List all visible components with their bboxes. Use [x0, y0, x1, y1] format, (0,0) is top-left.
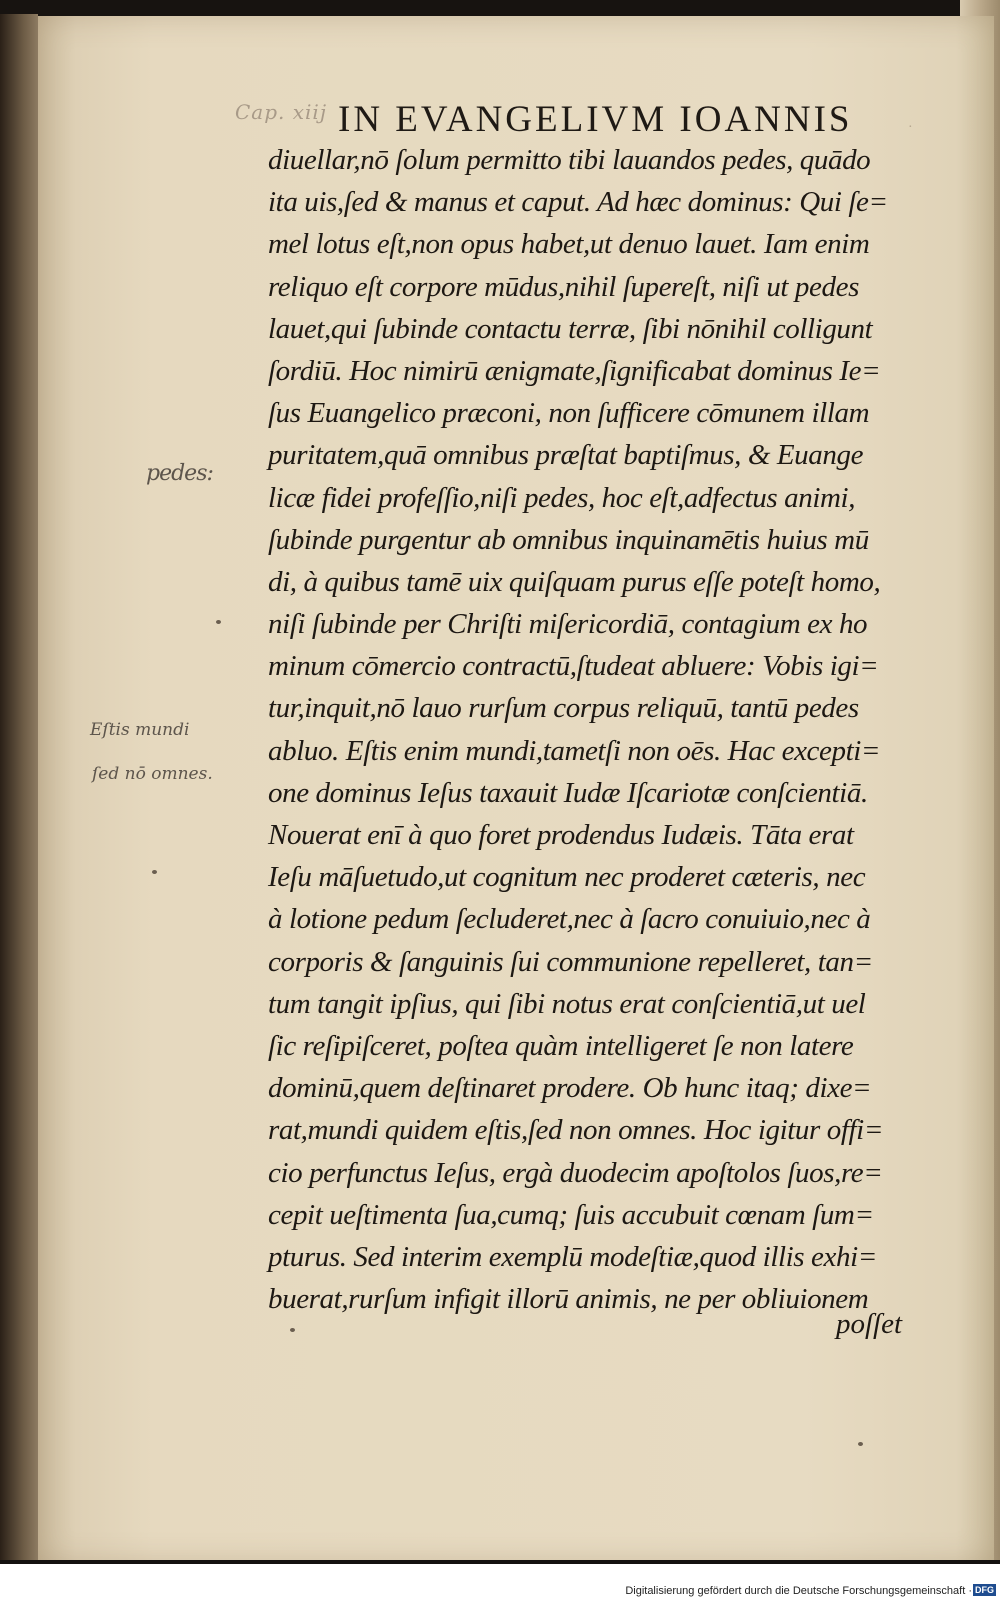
margin-note-pedes: pedes: [146, 461, 213, 486]
text-line: Ieſu māſuetudo,ut cognitum nec proderet cæteris, nec [268, 861, 866, 894]
ink-speck [152, 870, 157, 874]
text-line: ſic reſipiſceret, poſtea quàm intelligeret ſe non latere [268, 1029, 854, 1062]
text-line: licæ fidei profeſſio,niſi pedes, hoc eſt,adfectus animi, [268, 481, 856, 514]
text-line: corporis & ſanguinis ſui communione repelleret, tan= [268, 945, 873, 978]
text-line: tur,inquit,nō lauo rurſum corpus reliquū, tantū pedes [268, 692, 859, 725]
text-line: one dominus Ieſus taxauit Iudæ Iſcariotæ conſcientiā. [268, 776, 868, 809]
text-line: ita uis,ſed & manus et caput. Ad hæc dominus: Qui ſe= [268, 186, 888, 219]
text-line: lauet,qui ſubinde contactu terræ, ſibi nōnihil colligunt [268, 312, 873, 345]
dfg-logo: DFG [975, 1585, 994, 1595]
ink-speck [290, 1328, 295, 1332]
text-line: buerat,rurſum infigit illorū animis, ne per obliuionem [268, 1283, 869, 1316]
corner-mark: · [908, 120, 913, 135]
text-line: puritatem,quā omnibus præſtat baptiſmus, & Euange [268, 439, 864, 472]
text-line: ſordiū. Hoc nimirū ænigmate,ſignificabat dominus Ie= [268, 354, 881, 387]
margin-note-estis-mundi: Eſtis mundi [90, 720, 190, 740]
text-line: dominū,quem deſtinaret prodere. Ob hunc itaq; dixe= [268, 1072, 872, 1105]
text-line: cepit ueſtimenta ſua,cumq; ſuis accubuit cœnam ſum= [268, 1198, 874, 1231]
body-text [268, 139, 933, 1320]
text-line: pturus. Sed interim exemplū modeſtiæ,quod illis exhi= [268, 1240, 877, 1273]
catchword: poſſet [836, 1308, 903, 1340]
text-line: tum tangit ipſius, qui ſibi notus erat conſcientiā,ut uel [268, 987, 866, 1020]
digitization-credit: Digitalisierung gefördert durch die Deutsche Forschungsgemeinschaft · [625, 1585, 972, 1597]
text-line: diuellar,nō ſolum permitto tibi lauandos pedes, quādo [268, 144, 871, 176]
text-line: niſi ſubinde per Chriſti miſericordiā, contagium ex ho [268, 608, 868, 641]
text-line: minum cōmercio contractū,ſtudeat abluere: Vobis igi= [268, 650, 879, 683]
text-line: cio perfunctus Ieſus, ergà duodecim apoſtolos ſuos,re= [268, 1156, 883, 1189]
book-spine-edge [0, 14, 38, 1566]
text-line: mel lotus eſt,non opus habet,ut denuo lauet. Iam enim [268, 228, 870, 261]
ink-speck [858, 1442, 863, 1446]
ink-speck [216, 620, 221, 624]
text-line: à lotione pedum ſecluderet,nec à ſacro conuiuio,nec à [268, 903, 871, 936]
chapter-annotation: Cap. xiij [235, 100, 328, 124]
text-line: Nouerat enī à quo foret prodendus Iudæis. Tāta erat [268, 819, 854, 851]
text-line: ſus Euangelico præconi, non ſufficere cōmunem illam [268, 397, 870, 430]
text-line: abluo. Eſtis enim mundi,tametſi non oēs. Hac excepti= [268, 734, 881, 767]
running-head: IN EVANGELIVM IOANNIS [338, 99, 853, 140]
text-line: di, à quibus tamē uix quiſquam purus eſſe poteſt homo, [268, 565, 881, 598]
text-line: ſubinde purgentur ab omnibus inquinamētis huius mū [268, 523, 869, 556]
margin-note-sed-non-omnes: ſed nō omnes. [92, 764, 213, 784]
text-line: reliquo eſt corpore mūdus,nihil ſupereſt, niſi ut pedes [268, 270, 859, 303]
text-line: rat,mundi quidem eſtis,ſed non omnes. Hoc igitur offi= [268, 1114, 883, 1147]
